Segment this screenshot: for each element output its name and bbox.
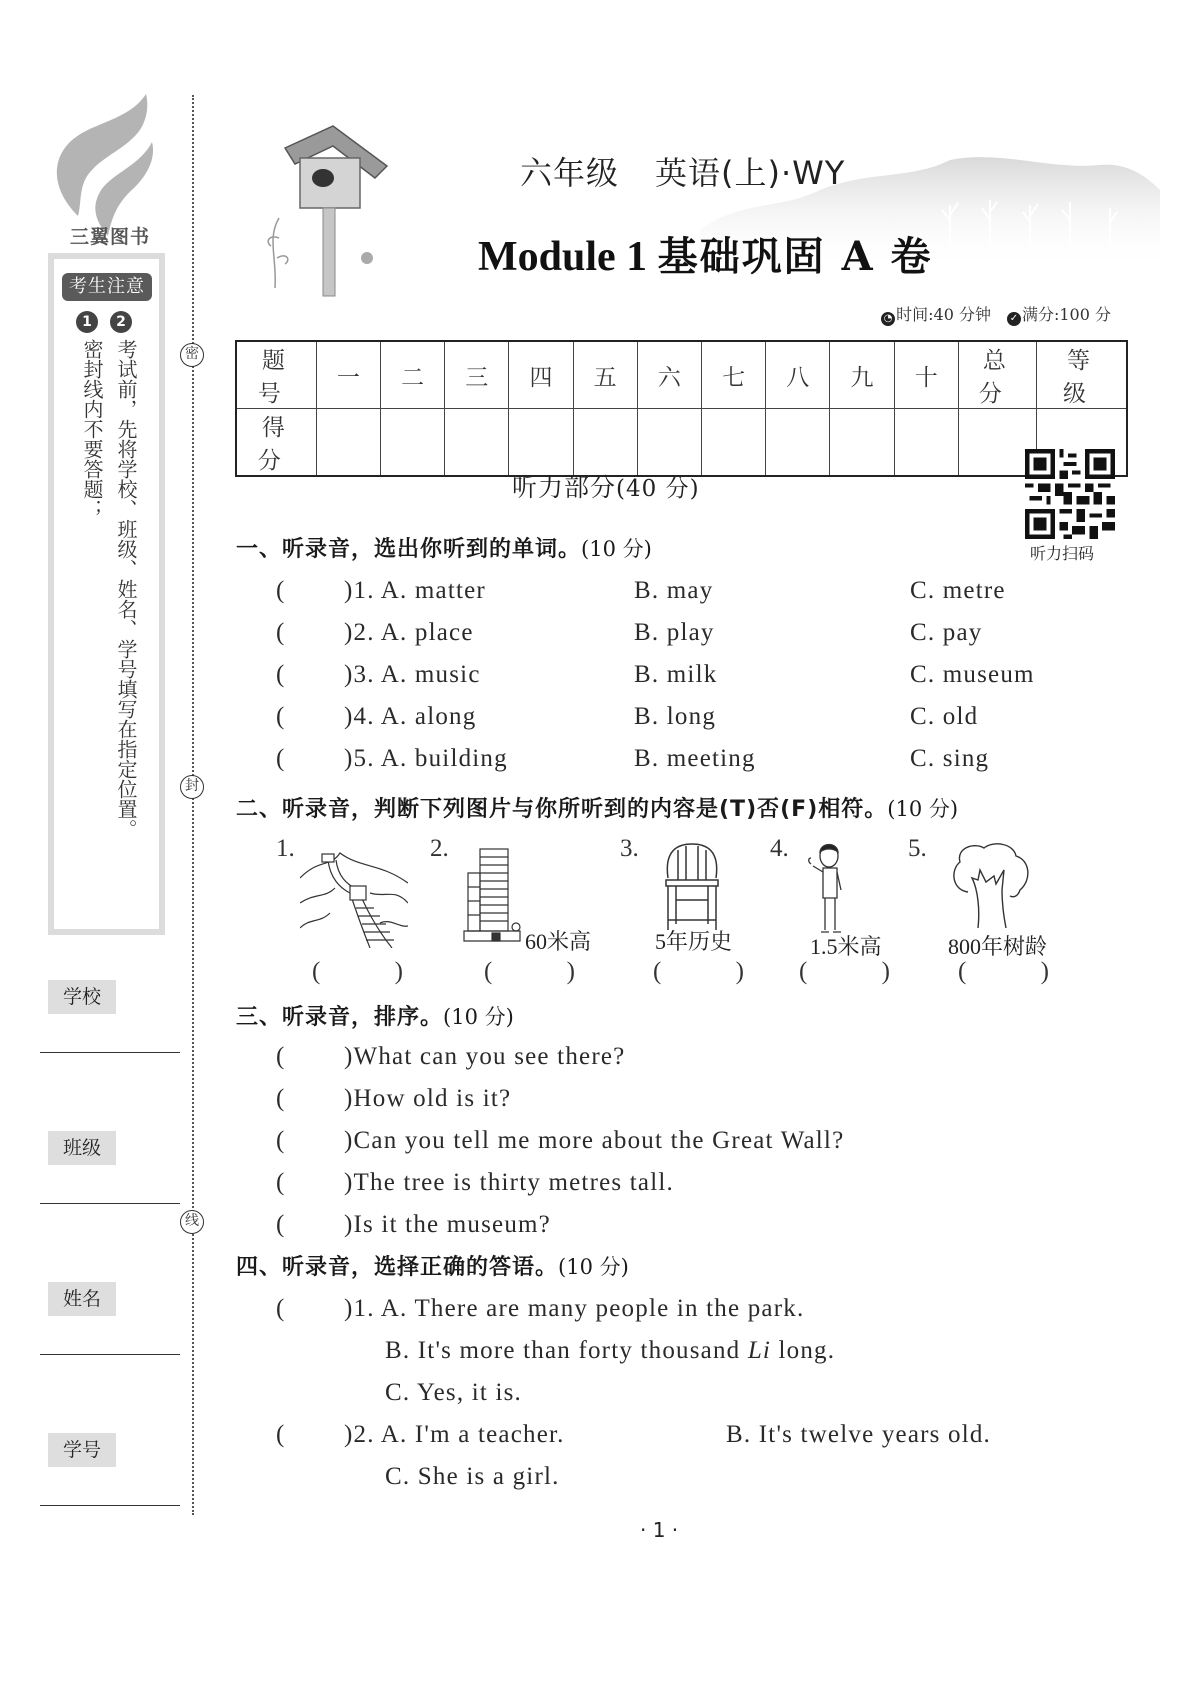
option-b-italic: Li — [747, 1337, 772, 1364]
option-b: B. meeting — [634, 745, 756, 772]
score-cell[interactable] — [637, 409, 701, 477]
section-3-item-3 — [0, 1127, 1191, 1157]
notice-number-1: 1 — [76, 311, 98, 333]
picture-4-number: 4. — [770, 835, 789, 862]
answer-blank[interactable]: ( — [276, 1085, 286, 1112]
option-c: C. old — [910, 703, 979, 730]
section-1-question-2 — [0, 619, 1191, 649]
option-b: B. It's twelve years old. — [726, 1421, 992, 1448]
section-2-title — [236, 792, 958, 823]
name-input-line[interactable] — [40, 1354, 180, 1355]
option-b: B. play — [634, 619, 715, 646]
picture-3-number: 3. — [620, 835, 639, 862]
answer-blank[interactable]: ( — [276, 745, 286, 772]
listening-points: (40 分) — [616, 476, 700, 502]
picture-5-answer[interactable]: ( ) — [958, 958, 1083, 985]
publisher-name: 三翼图书 — [69, 226, 150, 248]
score-cell[interactable] — [830, 409, 894, 477]
sentence-text: )The tree is thirty metres tall. — [344, 1169, 674, 1196]
name-label: 姓名 — [48, 1282, 116, 1316]
full-score: 满分:100 分 — [1021, 305, 1111, 324]
picture-2-number: 2. — [430, 835, 449, 862]
score-cell[interactable] — [894, 409, 958, 477]
section-2-title-text: 二、听录音，判断下列图片与你所听到的内容是(T)否(F)相符。 — [236, 797, 888, 822]
sentence-text: )What can you see there? — [344, 1043, 626, 1070]
score-header-cell: 一 — [316, 341, 380, 409]
building-icon — [462, 843, 522, 943]
section-3-points: (10 分) — [443, 1005, 514, 1029]
score-cell[interactable] — [509, 409, 573, 477]
option-b: B. milk — [634, 661, 718, 688]
section-1-title — [236, 532, 652, 563]
subject-label: 英语(上)·WY — [655, 154, 846, 192]
score-header-cell: 五 — [573, 341, 637, 409]
notice-title: 考生注意 — [62, 273, 152, 301]
score-header-cell: 七 — [701, 341, 765, 409]
picture-5-caption: 800年树龄 — [948, 934, 1048, 959]
clock-icon: ◔ — [881, 312, 895, 326]
section-3-item-4 — [0, 1169, 1191, 1199]
answer-blank[interactable]: ( — [276, 577, 286, 604]
section-1-question-1 — [0, 577, 1191, 607]
answer-blank[interactable]: ( — [276, 1421, 286, 1448]
section-4-title — [236, 1250, 629, 1281]
exam-meta — [881, 302, 1111, 326]
section-4-question-1 — [0, 1295, 1191, 1325]
section-4-question-2 — [0, 1421, 1191, 1451]
section-3-title-text: 三、听录音，排序。 — [236, 1005, 444, 1030]
section-3-item-5 — [0, 1211, 1191, 1241]
section-1-question-3 — [0, 661, 1191, 691]
class-input-line[interactable] — [40, 1203, 180, 1204]
qr-code-icon[interactable] — [1023, 449, 1117, 539]
class-label: 班级 — [48, 1131, 116, 1165]
picture-5-number: 5. — [908, 835, 927, 862]
seal-mark-xian: 线 — [180, 1210, 204, 1234]
student-id-input-line[interactable] — [40, 1505, 180, 1506]
section-3-title — [236, 1000, 514, 1031]
score-header-cell: 总 分 — [958, 341, 1036, 409]
score-header-cell: 十 — [894, 341, 958, 409]
notice-item-2: 考试前，先将学校、班级、姓名、学号填写在指定位置。 — [114, 339, 138, 839]
score-cell[interactable] — [316, 409, 380, 477]
section-1-title-text: 一、听录音，选出你听到的单词。 — [236, 537, 582, 562]
score-cell[interactable] — [380, 409, 444, 477]
option-b: B. may — [634, 577, 714, 604]
option-c: C. metre — [910, 577, 1006, 604]
great-wall-icon — [300, 848, 408, 948]
section-4-q2-option-c: C. She is a girl. — [385, 1463, 560, 1490]
student-id-label: 学号 — [48, 1433, 116, 1467]
picture-2-caption: 60米高 — [525, 929, 592, 954]
notice-item-1: 密封线内不要答题； — [80, 339, 104, 519]
picture-4-answer[interactable]: ( ) — [799, 958, 924, 985]
title-chinese: 基础巩固 A 卷 — [657, 233, 933, 280]
score-row-label: 得 分 — [236, 409, 316, 477]
option-b-text-end: long. — [771, 1337, 836, 1364]
seal-mark-mi: 密 — [180, 343, 204, 367]
option-a: )4. A. along — [344, 703, 477, 730]
option-a: )2. A. place — [344, 619, 474, 646]
answer-blank[interactable]: ( — [276, 1295, 286, 1322]
answer-blank[interactable]: ( — [276, 661, 286, 688]
page-number: · 1 · — [640, 1518, 679, 1542]
option-a: )2. A. I'm a teacher. — [344, 1421, 565, 1448]
picture-3-answer[interactable]: ( ) — [653, 958, 778, 985]
score-cell[interactable] — [766, 409, 830, 477]
score-table-score-row — [236, 409, 1127, 477]
option-c: C. sing — [910, 745, 990, 772]
chair-icon — [658, 840, 726, 932]
option-a: )5. A. building — [344, 745, 508, 772]
section-3-item-2 — [0, 1085, 1191, 1115]
seal-mark-feng: 封 — [180, 775, 204, 799]
option-a: )1. A. There are many people in the park. — [344, 1295, 805, 1322]
option-b: B. long — [634, 703, 717, 730]
picture-4-caption: 1.5米高 — [810, 934, 882, 959]
listening-title-text: 听力部分 — [512, 473, 617, 502]
score-header-cell: 题 号 — [236, 341, 316, 409]
flame-wing-logo-icon — [48, 92, 163, 242]
option-a: )1. A. matter — [344, 577, 486, 604]
score-header-cell: 四 — [509, 341, 573, 409]
school-label: 学校 — [48, 980, 116, 1014]
score-header-cell: 九 — [830, 341, 894, 409]
boy-icon — [805, 842, 855, 937]
answer-blank[interactable]: ( — [276, 619, 286, 646]
check-circle-icon: ✓ — [1007, 312, 1021, 326]
section-2-points: (10 分) — [887, 797, 959, 821]
option-a: )3. A. music — [344, 661, 481, 688]
answer-blank[interactable]: ( — [276, 1211, 286, 1238]
picture-3-caption: 5年历史 — [655, 929, 733, 954]
answer-blank[interactable]: ( — [276, 1043, 286, 1070]
score-cell[interactable] — [573, 409, 637, 477]
answer-blank[interactable]: ( — [276, 1127, 286, 1154]
picture-1-answer[interactable]: ( ) — [312, 958, 437, 985]
score-cell[interactable] — [701, 409, 765, 477]
grade-label: 六年级 — [520, 154, 620, 192]
score-cell[interactable] — [445, 409, 509, 477]
section-3-item-1 — [0, 1043, 1191, 1073]
section-4-points: (10 分) — [558, 1255, 629, 1279]
score-header-cell: 等 级 — [1037, 341, 1127, 409]
listening-part-title — [512, 468, 700, 504]
section-4-q1-option-b — [385, 1337, 835, 1365]
section-1-question-5 — [0, 745, 1191, 775]
answer-blank[interactable]: ( — [276, 1169, 286, 1196]
picture-2-answer[interactable]: ( ) — [484, 958, 609, 985]
sentence-text: )How old is it? — [344, 1085, 512, 1112]
option-b-text: B. It's more than forty thousand — [385, 1337, 748, 1364]
section-1-question-4 — [0, 703, 1191, 733]
grade-subject-line — [520, 148, 845, 194]
section-4-title-text: 四、听录音，选择正确的答语。 — [236, 1255, 559, 1280]
answer-blank[interactable]: ( — [276, 703, 286, 730]
birdhouse-illustration-icon — [255, 118, 405, 298]
score-table — [235, 340, 1128, 477]
score-header-cell: 三 — [445, 341, 509, 409]
title-module: Module 1 — [478, 234, 658, 280]
time-limit: 时间:40 分钟 — [896, 305, 991, 324]
page-title — [478, 225, 933, 282]
picture-1-number: 1. — [276, 835, 295, 862]
option-c: C. museum — [910, 661, 1035, 688]
score-table-header-row — [236, 341, 1127, 409]
sentence-text: )Can you tell me more about the Great Wall? — [344, 1127, 845, 1154]
score-header-cell: 八 — [766, 341, 830, 409]
qr-code-label: 听力扫码 — [1030, 544, 1095, 563]
sentence-text: )Is it the museum? — [344, 1211, 551, 1238]
notice-number-2: 2 — [110, 311, 132, 333]
tree-icon — [948, 840, 1034, 928]
option-c: C. pay — [910, 619, 983, 646]
score-header-cell: 二 — [380, 341, 444, 409]
section-1-points: (10 分) — [581, 537, 652, 561]
section-4-q1-option-c: C. Yes, it is. — [385, 1379, 522, 1406]
score-header-cell: 六 — [637, 341, 701, 409]
